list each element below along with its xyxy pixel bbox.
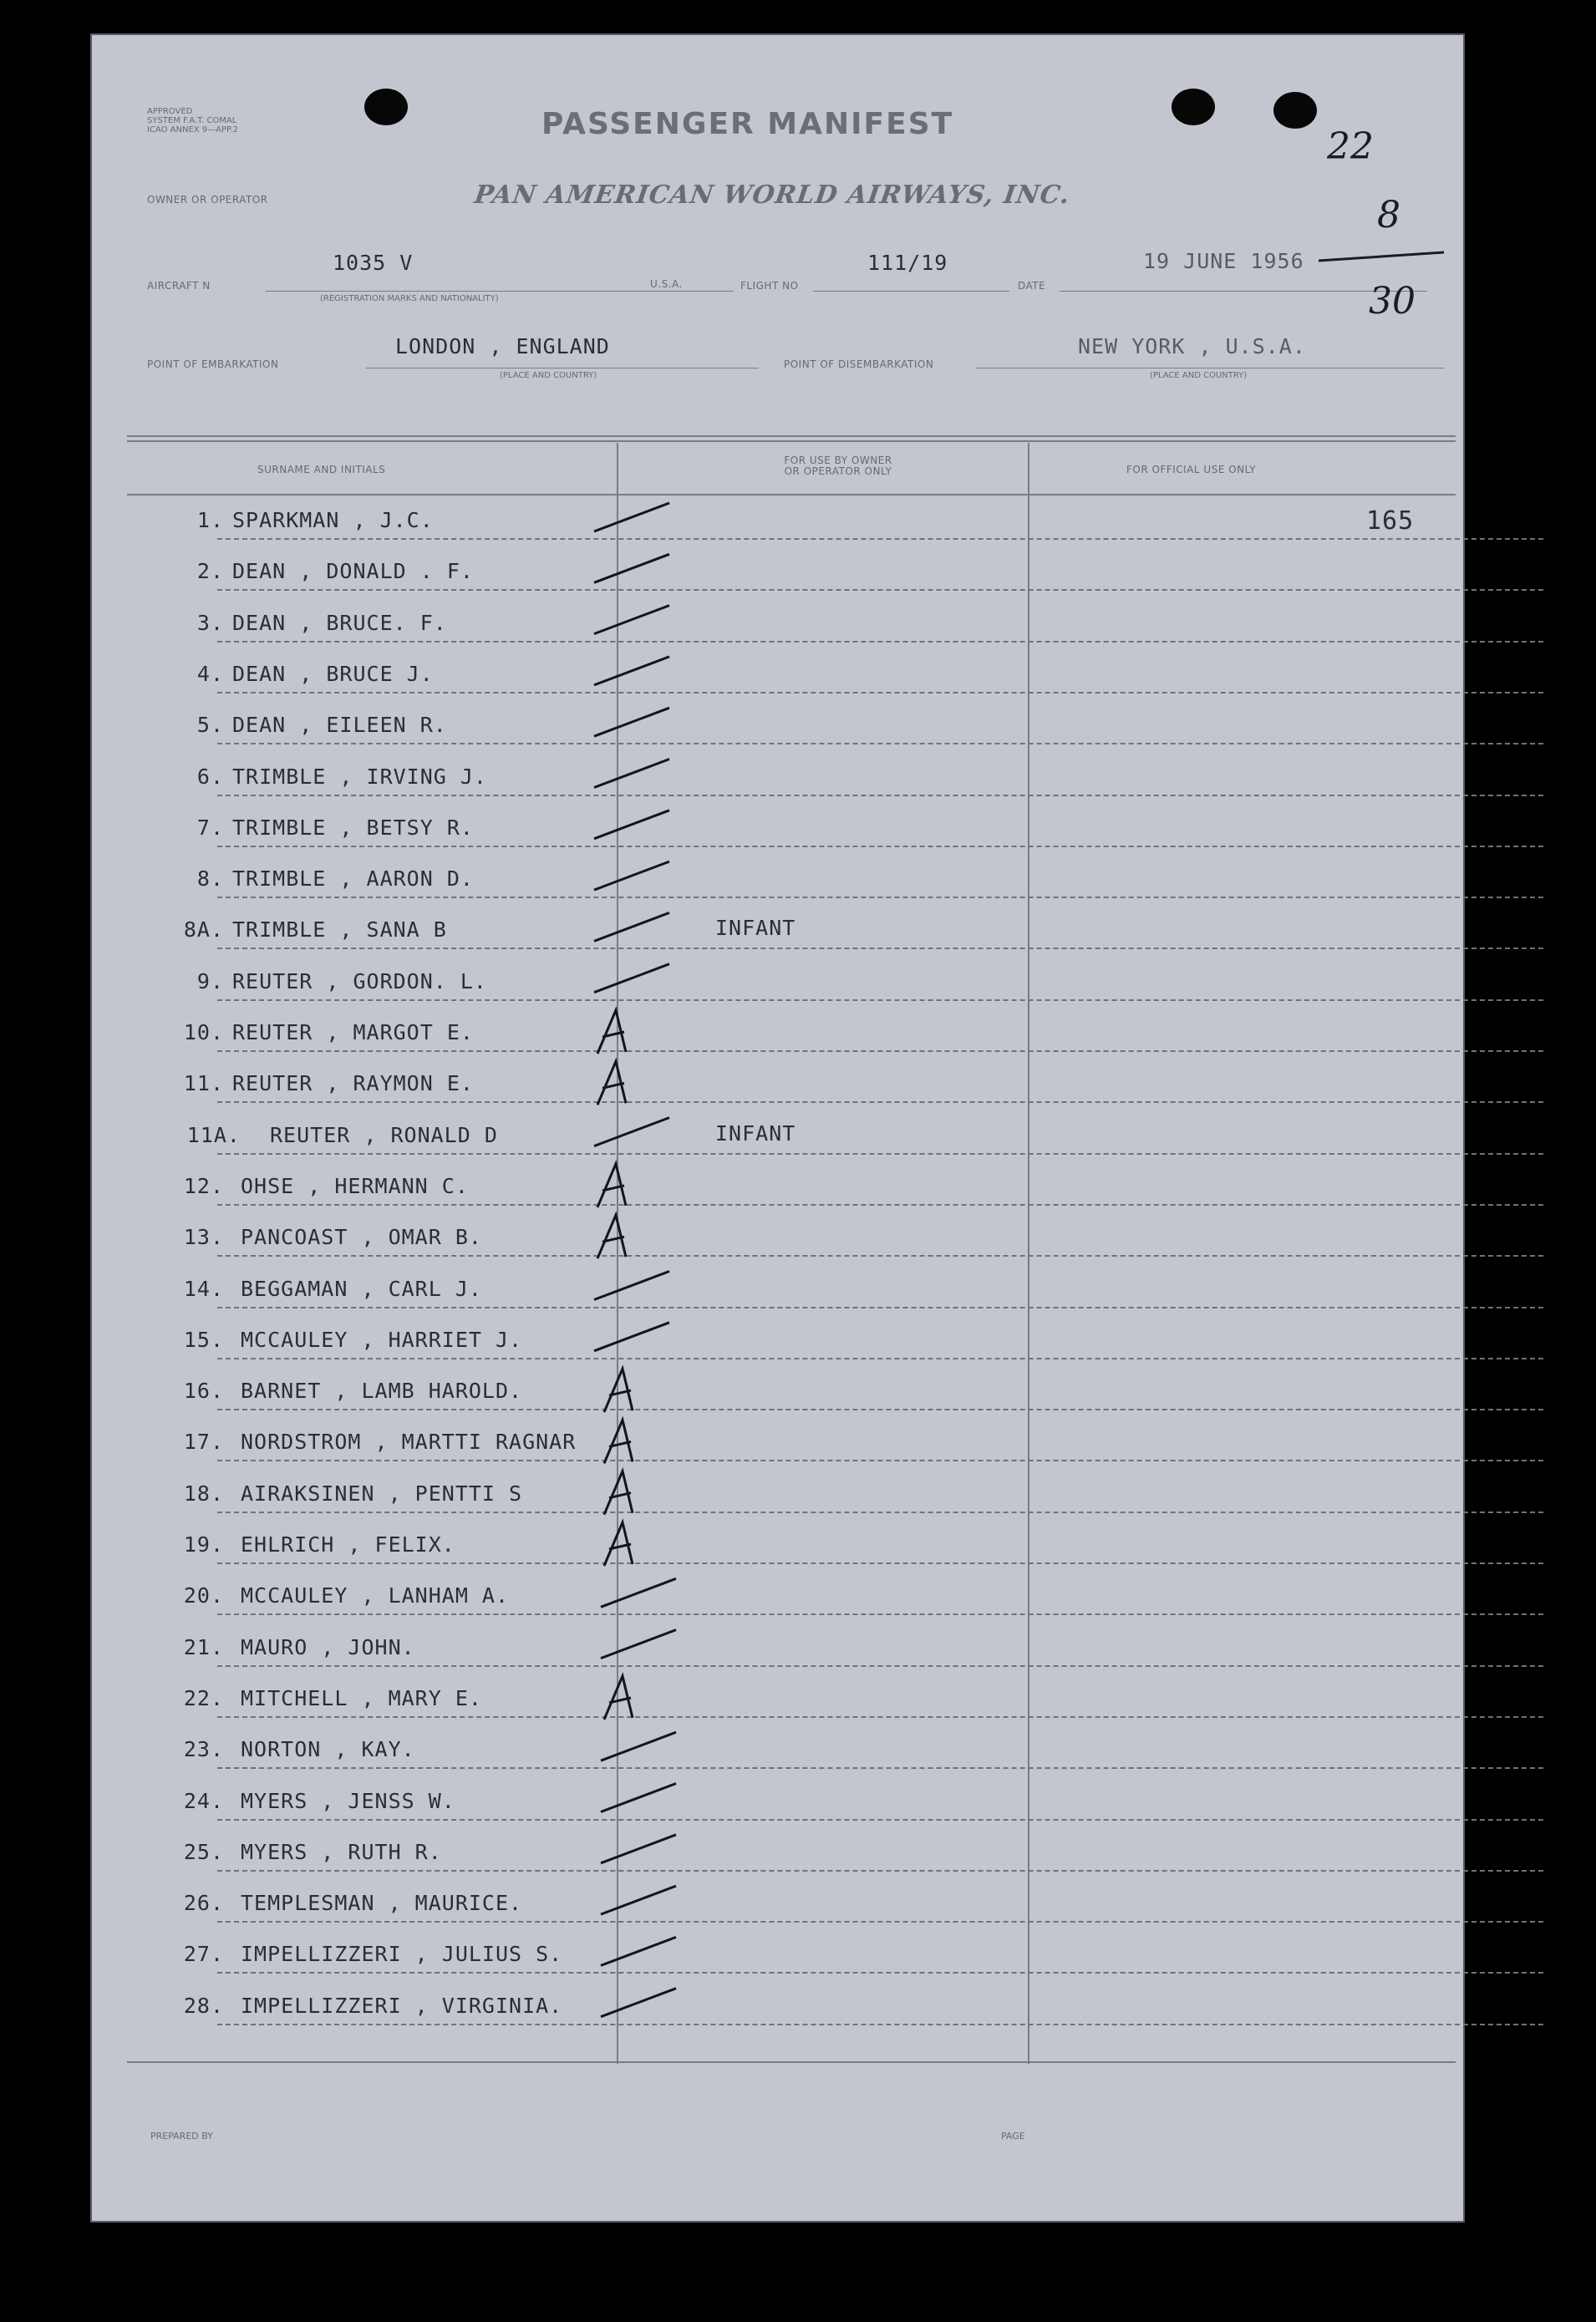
passenger-number: 26. [183,1891,224,1916]
disembark-label: POINT OF DISEMBARKATION [784,358,934,370]
passenger-number: 6. [196,764,224,789]
passenger-note: INFANT [715,1120,796,1146]
passenger-number: 27. [183,1942,224,1967]
passenger-name: PANCOAST , OMAR B. [241,1225,482,1250]
passenger-number: 4. [196,661,224,686]
passenger-name: OHSE , HERMANN C. [241,1173,469,1198]
handwritten-note-8: 8 [1377,194,1400,236]
passenger-name: DEAN , BRUCE J. [232,661,434,686]
disembark-sub: (PLACE AND COUNTRY) [1150,371,1248,380]
handwritten-note-30: 30 [1369,280,1416,323]
passenger-name: DEAN , EILEEN R. [232,713,447,738]
passenger-number: 7. [196,815,224,840]
passenger-number: 9. [196,968,224,993]
passenger-name: DEAN , DONALD . F. [232,559,474,584]
passenger-number: 21. [183,1634,224,1659]
passenger-number: 19. [183,1532,224,1557]
passenger-name: IMPELLIZZERI , VIRGINIA. [241,1993,563,2018]
embark-value: LONDON , ENGLAND [395,334,610,358]
passenger-number: 11A. [186,1122,241,1147]
passenger-number: 3. [196,610,224,635]
passenger-name: TRIMBLE , AARON D. [232,866,474,892]
passenger-number: 12. [183,1173,224,1198]
passenger-number: 23. [183,1737,224,1762]
passenger-number: 1. [196,508,224,532]
aircraft-label: AIRCRAFT N [147,280,211,292]
passenger-name: MCCAULEY , LANHAM A. [241,1583,510,1608]
passenger-number: 5. [196,713,224,738]
aircraft-value: 1035 V [333,251,414,275]
passenger-number: 22. [183,1685,224,1710]
passenger-number: 8A. [183,917,224,943]
passenger-name: EHLRICH , FELIX. [241,1532,455,1557]
passenger-number: 18. [183,1481,224,1506]
passenger-name: BEGGAMAN , CARL J. [241,1276,482,1301]
passenger-number: 15. [183,1327,224,1352]
usa-label: U.S.A. [650,278,683,290]
passenger-name: TRIMBLE , SANA B [232,917,447,943]
official-count: 165 [1366,506,1415,536]
passenger-name: BARNET , LAMB HAROLD. [241,1379,523,1404]
passenger-number: 2. [196,559,224,584]
passenger-name: TRIMBLE , IRVING J. [232,764,487,789]
date-value: 19 JUNE 1956 [1143,249,1304,273]
passenger-number: 17. [183,1430,224,1455]
passenger-number: 8. [196,866,224,892]
form-title: PASSENGER MANIFEST [541,107,954,141]
passenger-name: MAURO , JOHN. [241,1634,415,1659]
passenger-name: REUTER , GORDON. L. [232,968,487,993]
passenger-name: REUTER , MARGOT E. [232,1020,474,1044]
owner-label: OWNER OR OPERATOR [147,194,268,206]
flight-value: 111/19 [867,251,948,275]
passenger-name: DEAN , BRUCE. F. [232,610,447,635]
passenger-name: MYERS , JENSS W. [241,1788,455,1813]
manifest-sheet [90,33,1465,2223]
passenger-number: 10. [183,1020,224,1044]
passenger-name: REUTER , RAYMON E. [232,1071,474,1096]
passenger-number: 28. [183,1993,224,2018]
passenger-number: 16. [183,1379,224,1404]
aircraft-sub: (REGISTRATION MARKS AND NATIONALITY) [320,294,499,303]
owner-value: PAN AMERICAN WORLD AIRWAYS, INC. [472,180,1072,210]
col-owner-header: FOR USE BY OWNER OR OPERATOR ONLY [784,455,892,477]
page-label: PAGE [1001,2131,1025,2142]
passenger-number: 20. [183,1583,224,1608]
passenger-name: TEMPLESMAN , MAURICE. [241,1891,523,1916]
passenger-name: MYERS , RUTH R. [241,1839,442,1864]
handwritten-fraction-line [1319,252,1444,261]
passenger-number: 24. [183,1788,224,1813]
flight-label: FLIGHT NO [740,280,799,292]
passenger-number: 25. [183,1839,224,1864]
handwritten-notes [90,33,1465,2223]
passenger-name: IMPELLIZZERI , JULIUS S. [241,1942,563,1967]
approval-stamp: APPROVED SYSTEM F.A.T. COMAL ICAO ANNEX 9—APP.2 [147,107,239,135]
passenger-name: TRIMBLE , BETSY R. [232,815,474,840]
passenger-number: 14. [183,1276,224,1301]
passenger-name: MCCAULEY , HARRIET J. [241,1327,523,1352]
embark-label: POINT OF EMBARKATION [147,358,279,370]
passenger-name: NORDSTROM , MARTTI RAGNAR [241,1430,577,1455]
passenger-name: MITCHELL , MARY E. [241,1685,482,1710]
date-label: DATE [1018,280,1046,292]
passenger-name: SPARKMAN , J.C. [232,508,434,532]
passenger-number: 11. [183,1071,224,1096]
col-name-header: SURNAME AND INITIALS [257,464,386,475]
prepared-by-label: PREPARED BY [150,2131,213,2142]
handwritten-note-22: 22 [1327,125,1374,168]
passenger-name: AIRAKSINEN , PENTTI S [241,1481,523,1506]
passenger-name: NORTON , KAY. [241,1737,415,1762]
embark-sub: (PLACE AND COUNTRY) [500,371,597,380]
passenger-name: REUTER , RONALD D [270,1122,498,1147]
disembark-value: NEW YORK , U.S.A. [1078,334,1306,358]
passenger-number: 13. [183,1225,224,1250]
col-official-header: FOR OFFICIAL USE ONLY [1126,464,1257,475]
passenger-note: INFANT [715,916,796,941]
